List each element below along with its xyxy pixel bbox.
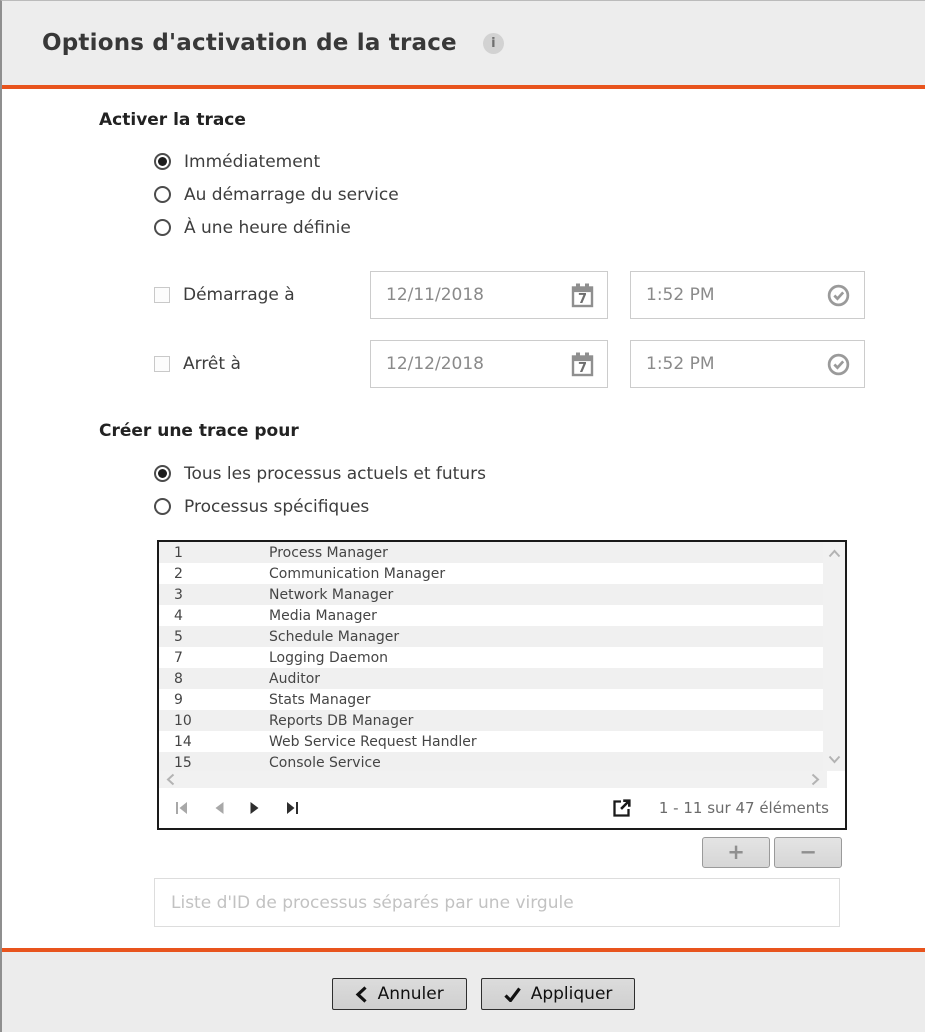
radio-option-immediately[interactable] bbox=[154, 145, 925, 178]
process-id-cell: 10 bbox=[174, 712, 192, 729]
radio-option-at-set-time[interactable] bbox=[154, 211, 925, 244]
process-id-cell: 1 bbox=[174, 544, 183, 561]
clock-icon[interactable] bbox=[826, 283, 851, 308]
process-id-cell: 9 bbox=[174, 691, 183, 708]
process-row[interactable] bbox=[159, 626, 823, 647]
process-id-cell: 14 bbox=[174, 733, 192, 750]
dialog-footer bbox=[2, 948, 925, 1032]
start-date-field[interactable] bbox=[370, 271, 608, 319]
process-name-cell: Logging Daemon bbox=[269, 649, 389, 666]
process-name-cell: Console Service bbox=[269, 754, 381, 771]
radio-option-on-service-start[interactable] bbox=[154, 178, 925, 211]
process-id-cell: 7 bbox=[174, 649, 183, 666]
process-row[interactable] bbox=[159, 584, 823, 605]
horizontal-scrollbar[interactable] bbox=[159, 771, 827, 788]
last-page-icon[interactable] bbox=[285, 801, 299, 815]
process-row[interactable] bbox=[159, 605, 823, 626]
radio-option-specific-processes[interactable] bbox=[154, 490, 925, 523]
next-page-icon[interactable] bbox=[249, 801, 261, 815]
stop-at-label: Arrêt à bbox=[183, 354, 241, 374]
process-name-cell: Auditor bbox=[269, 670, 321, 687]
remove-process-button[interactable]: − bbox=[774, 837, 842, 868]
stop-time-field[interactable] bbox=[630, 340, 865, 388]
process-name-cell: Web Service Request Handler bbox=[269, 733, 477, 750]
start-at-row bbox=[154, 271, 925, 319]
process-name-cell: Stats Manager bbox=[269, 691, 371, 708]
process-grid-body bbox=[159, 542, 845, 771]
vertical-scrollbar[interactable] bbox=[823, 542, 845, 771]
svg-text:7: 7 bbox=[577, 291, 588, 307]
start-time-value: 1:52 PM bbox=[646, 285, 715, 305]
process-row[interactable] bbox=[159, 542, 823, 563]
stop-time-value: 1:52 PM bbox=[646, 354, 715, 374]
process-id-cell: 2 bbox=[174, 565, 183, 582]
process-grid bbox=[157, 540, 847, 830]
process-id-cell: 4 bbox=[174, 607, 183, 624]
schedule-section bbox=[2, 271, 925, 388]
process-id-list-input[interactable] bbox=[154, 878, 840, 927]
trace-for-radio-group bbox=[154, 457, 925, 523]
process-row[interactable] bbox=[159, 752, 823, 771]
process-id-cell: 15 bbox=[174, 754, 192, 771]
radio-icon bbox=[154, 186, 171, 203]
dialog-header bbox=[2, 1, 925, 89]
process-name-cell: Process Manager bbox=[269, 544, 388, 561]
apply-button-label: Appliquer bbox=[530, 984, 613, 1004]
radio-label: Processus spécifiques bbox=[184, 496, 370, 517]
process-row[interactable] bbox=[159, 710, 823, 731]
dialog-body bbox=[2, 89, 925, 948]
radio-icon bbox=[154, 219, 171, 236]
process-grid-rows bbox=[159, 542, 823, 771]
scroll-down-icon[interactable] bbox=[828, 755, 841, 764]
checkmark-icon bbox=[504, 987, 521, 1002]
stop-at-row bbox=[154, 340, 925, 388]
process-name-cell: Communication Manager bbox=[269, 565, 446, 582]
cancel-button-label: Annuler bbox=[377, 984, 444, 1004]
process-row[interactable] bbox=[159, 668, 823, 689]
clock-icon[interactable] bbox=[826, 352, 851, 377]
pager-status: 1 - 11 sur 47 éléments bbox=[658, 799, 829, 817]
svg-text:7: 7 bbox=[577, 360, 588, 376]
chevron-left-icon bbox=[355, 986, 368, 1003]
scroll-up-icon[interactable] bbox=[828, 549, 841, 558]
radio-icon bbox=[154, 153, 171, 170]
pager-nav bbox=[175, 801, 299, 815]
scroll-left-icon[interactable] bbox=[166, 773, 175, 786]
radio-label: Tous les processus actuels et futurs bbox=[184, 463, 486, 484]
page-title: Options d'activation de la trace bbox=[42, 30, 457, 56]
radio-label: Immédiatement bbox=[184, 151, 321, 172]
start-at-label: Démarrage à bbox=[183, 285, 295, 305]
add-process-button[interactable]: + bbox=[702, 837, 770, 868]
previous-page-icon[interactable] bbox=[213, 801, 225, 815]
radio-label: Au démarrage du service bbox=[184, 184, 399, 205]
radio-icon bbox=[154, 498, 171, 515]
process-name-cell: Reports DB Manager bbox=[269, 712, 414, 729]
radio-label: À une heure définie bbox=[184, 217, 351, 238]
list-controls bbox=[152, 837, 842, 868]
process-name-cell: Network Manager bbox=[269, 586, 394, 603]
start-date-value: 12/11/2018 bbox=[386, 285, 484, 305]
first-page-icon[interactable] bbox=[175, 801, 189, 815]
section-title-activate: Activer la trace bbox=[99, 110, 246, 130]
scroll-right-icon[interactable] bbox=[811, 773, 820, 786]
grid-pager bbox=[159, 788, 845, 828]
process-row[interactable] bbox=[159, 689, 823, 710]
process-name-cell: Media Manager bbox=[269, 607, 377, 624]
process-id-cell: 5 bbox=[174, 628, 183, 645]
open-in-new-window-icon[interactable] bbox=[610, 797, 633, 820]
calendar-icon[interactable] bbox=[571, 352, 594, 377]
process-row[interactable] bbox=[159, 647, 823, 668]
section-title-trace-for: Créer une trace pour bbox=[99, 421, 299, 441]
process-row[interactable] bbox=[159, 731, 823, 752]
stop-at-checkbox[interactable] bbox=[154, 356, 170, 372]
process-id-cell: 3 bbox=[174, 586, 183, 603]
apply-button[interactable] bbox=[481, 978, 636, 1010]
cancel-button[interactable] bbox=[332, 978, 467, 1010]
activation-radio-group bbox=[154, 145, 925, 244]
process-name-cell: Schedule Manager bbox=[269, 628, 400, 645]
start-at-checkbox[interactable] bbox=[154, 287, 170, 303]
stop-date-value: 12/12/2018 bbox=[386, 354, 484, 374]
stop-date-field[interactable] bbox=[370, 340, 608, 388]
info-icon[interactable]: i bbox=[483, 33, 504, 54]
start-time-field[interactable] bbox=[630, 271, 865, 319]
calendar-icon[interactable] bbox=[571, 283, 594, 308]
process-id-cell: 8 bbox=[174, 670, 183, 687]
radio-option-all-processes[interactable] bbox=[154, 457, 925, 490]
radio-icon bbox=[154, 465, 171, 482]
process-row[interactable] bbox=[159, 563, 823, 584]
